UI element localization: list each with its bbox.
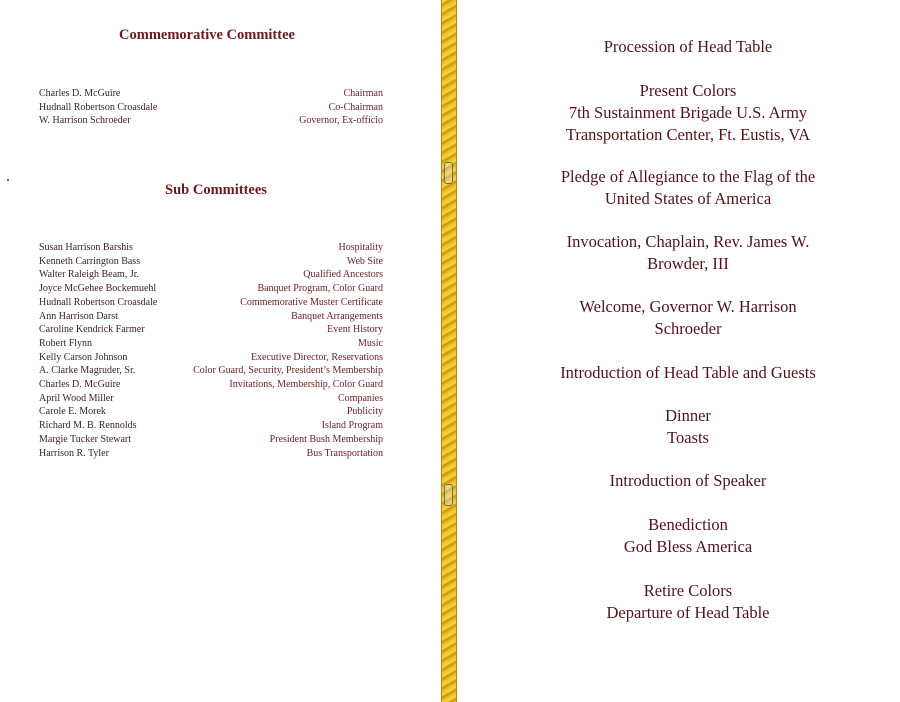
committee-member-row <box>39 87 383 101</box>
program-line: Invocation, Chaplain, Rev. James W. <box>566 232 810 251</box>
member-name: Hudnall Robertson Croasdale <box>39 296 158 308</box>
member-role: Web Site <box>346 255 383 267</box>
program-item <box>462 514 900 558</box>
program-item <box>462 296 900 340</box>
member-role: President Bush Membership <box>269 433 383 445</box>
program-item <box>462 80 900 146</box>
program-line: United States of America <box>604 189 772 208</box>
program-line: Present Colors <box>639 81 737 100</box>
committee-member-row <box>39 351 383 365</box>
member-role: Companies <box>338 392 383 404</box>
committee-member-row <box>39 364 383 378</box>
member-name: Charles D. McGuire <box>39 379 121 391</box>
member-name: Ann Harrison Darst <box>39 310 118 322</box>
program-line: Introduction of Head Table and Guests <box>560 363 816 382</box>
committee-member-row <box>39 114 383 128</box>
member-role: Governor, Ex-officio <box>299 115 383 127</box>
committee-member-row <box>39 268 383 282</box>
member-name: Walter Raleigh Beam, Jr. <box>39 269 139 281</box>
committee-member-row <box>39 101 383 115</box>
member-role: Commemorative Muster Certificate <box>240 296 383 308</box>
member-name: Kelly Carson Johnson <box>39 351 128 363</box>
program-item <box>462 580 900 624</box>
program-line: Pledge of Allegiance to the Flag of the <box>560 167 816 186</box>
committee-member-row <box>39 419 383 433</box>
member-name: Richard M. B. Rennolds <box>39 420 137 432</box>
program-line: Benediction <box>648 515 728 534</box>
program-line: Dinner <box>665 406 711 425</box>
member-name: April Wood Miller <box>39 392 114 404</box>
member-role: Music <box>358 337 383 349</box>
member-role: Event History <box>327 324 383 336</box>
member-name: Robert Flynn <box>39 337 93 349</box>
program-line: Procession of Head Table <box>603 37 773 56</box>
member-role: Executive Director, Reservations <box>250 351 383 363</box>
binding-staple <box>444 484 453 506</box>
member-role: Island Program <box>321 420 383 432</box>
committee-member-row <box>39 255 383 269</box>
program-item <box>462 231 900 275</box>
committee-member-row <box>39 378 383 392</box>
program-line: Browder, III <box>647 254 729 273</box>
member-role: Invitations, Membership, Color Guard <box>229 379 383 391</box>
binding-staple <box>444 162 453 184</box>
committee-member-row <box>39 447 383 461</box>
program-line: Transportation Center, Ft. Eustis, VA <box>565 125 811 144</box>
member-role: Publicity <box>346 406 383 418</box>
commemorative-committee-heading: Commemorative Committee <box>119 27 295 43</box>
member-name: Susan Harrison Barshis <box>39 242 133 253</box>
program-line: Retire Colors <box>643 581 733 600</box>
member-role: Co-Chairman <box>328 101 383 113</box>
committee-member-row <box>39 405 383 419</box>
program-line: 7th Sustainment Brigade U.S. Army <box>568 103 808 122</box>
member-name: Kenneth Carrington Bass <box>39 255 141 267</box>
program-line: Departure of Head Table <box>606 603 770 622</box>
member-name: Charles D. McGuire <box>39 88 121 99</box>
member-name: Hudnall Robertson Croasdale <box>39 101 158 113</box>
member-role: Bus Transportation <box>306 447 383 459</box>
member-name: W. Harrison Schroeder <box>39 115 131 127</box>
member-role: Chairman <box>343 88 383 99</box>
member-role: Banquet Arrangements <box>291 310 383 322</box>
member-name: Joyce McGehee Bockemuehl <box>39 283 157 295</box>
committee-member-row <box>39 296 383 310</box>
sub-committees-list <box>39 241 383 460</box>
program-item <box>462 362 900 384</box>
committee-member-row <box>39 392 383 406</box>
member-role: Hospitality <box>338 242 383 253</box>
program-line: Introduction of Speaker <box>609 471 767 490</box>
member-role: Banquet Program, Color Guard <box>257 283 383 295</box>
member-name: Carole E. Morek <box>39 406 106 418</box>
program-line: Welcome, Governor W. Harrison <box>579 297 797 316</box>
committee-member-row <box>39 282 383 296</box>
committee-member-row <box>39 241 383 255</box>
program-line: Schroeder <box>654 319 722 338</box>
member-role: Color Guard, Security, President’s Membership <box>193 365 383 377</box>
member-role: Qualified Ancestors <box>303 269 383 281</box>
member-name: A. Clarke Magruder, Sr. <box>39 365 136 377</box>
member-name: Harrison R. Tyler <box>39 447 109 459</box>
commemorative-committee-list <box>39 87 383 128</box>
member-name: Margie Tucker Stewart <box>39 433 132 445</box>
member-name: Caroline Kendrick Farmer <box>39 324 145 336</box>
committee-member-row <box>39 337 383 351</box>
committee-member-row <box>39 433 383 447</box>
program-item <box>462 405 900 449</box>
program-item <box>462 36 900 58</box>
program-line: Toasts <box>667 428 709 447</box>
program-item <box>462 470 900 492</box>
sub-committees-heading: Sub Committees <box>165 182 267 198</box>
stray-mark <box>7 179 9 181</box>
gold-binding-cord <box>441 0 457 702</box>
committee-member-row <box>39 310 383 324</box>
committee-member-row <box>39 323 383 337</box>
program-line: God Bless America <box>623 537 753 556</box>
program-item <box>462 166 900 210</box>
